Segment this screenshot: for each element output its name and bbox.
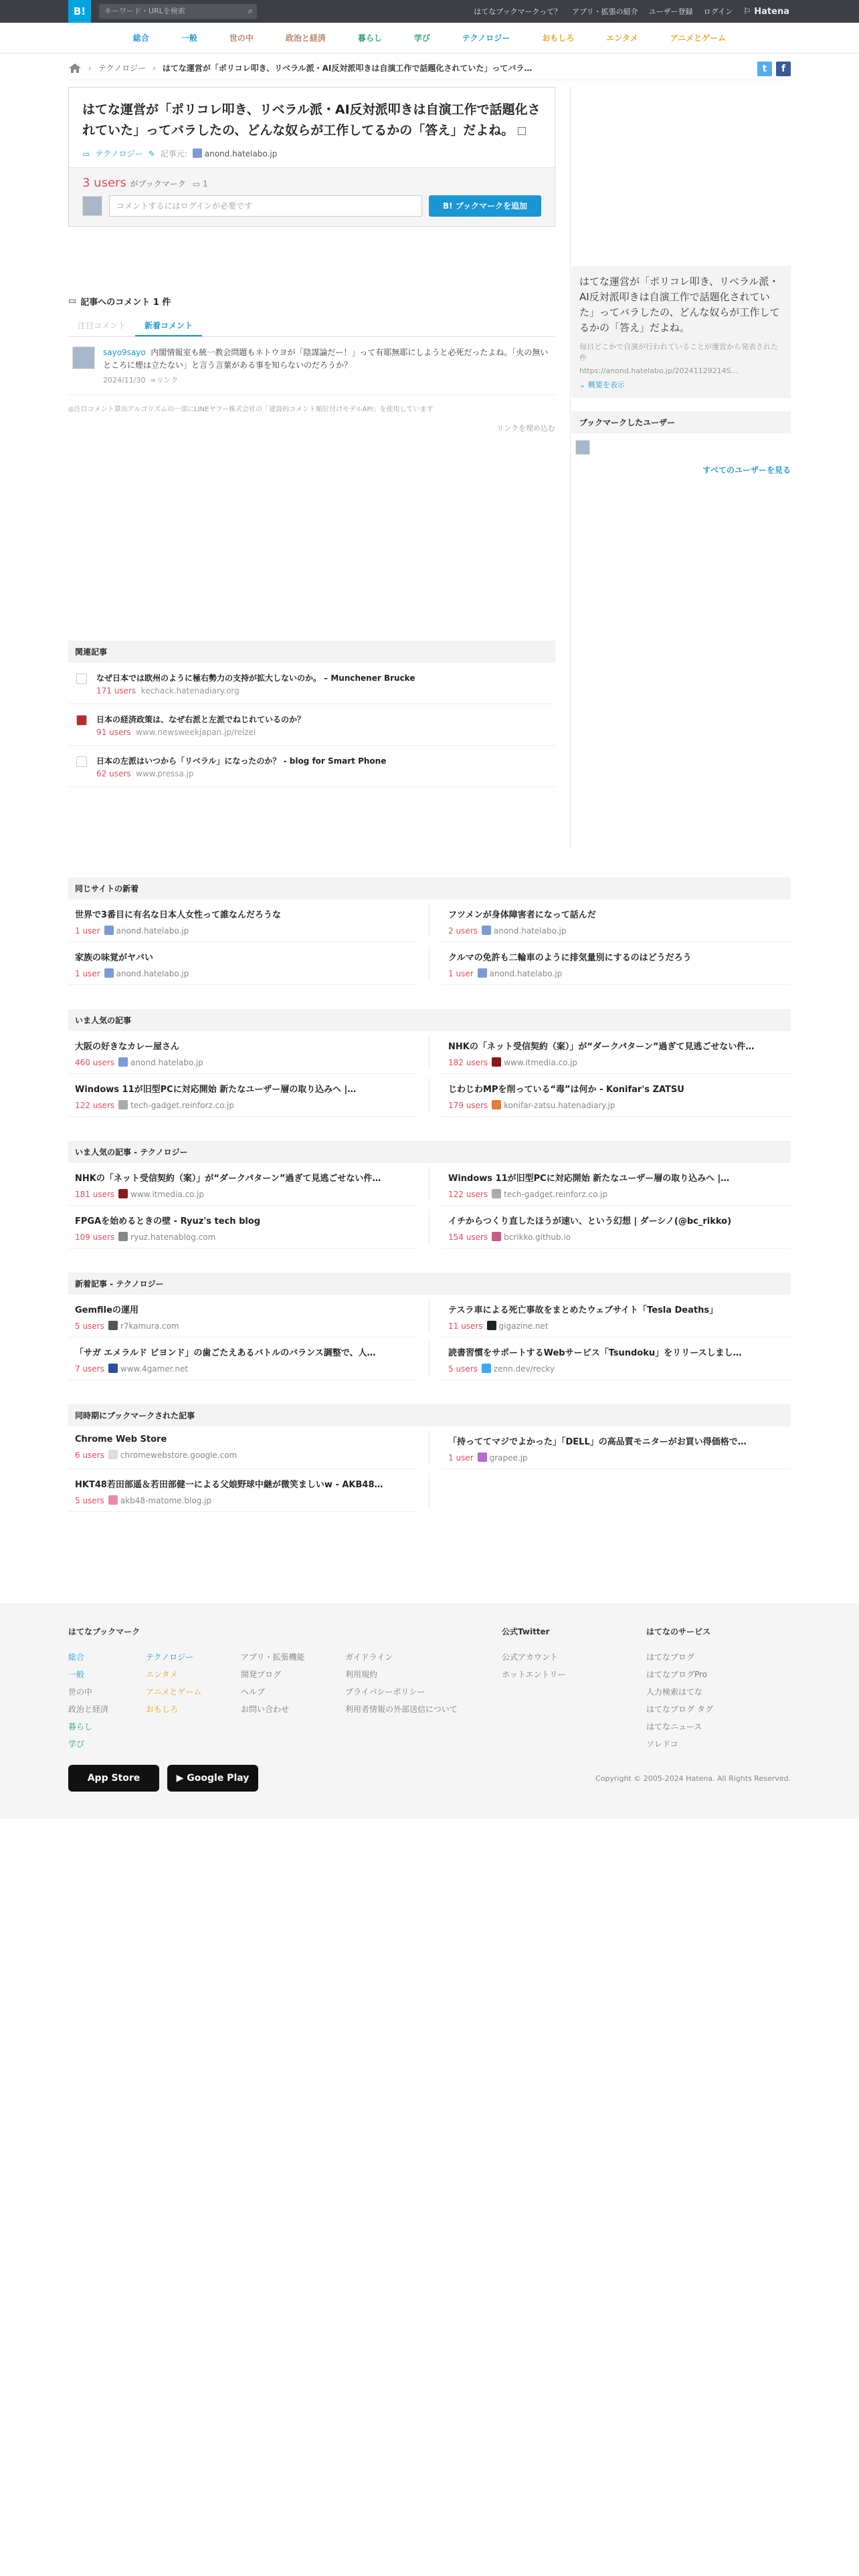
category-tab[interactable]: 世の中 [229,33,254,43]
footer-app-links [241,1648,305,1718]
summary-url[interactable]: https://anond.hatelabo.jp/20241129214S… [579,366,739,375]
category-tab[interactable]: 暮らし [357,33,382,43]
bookmark-count[interactable]: 91 users [96,728,131,737]
bookmark-count[interactable]: 62 users [96,769,131,778]
category-tab[interactable]: 政治と経済 [285,33,326,43]
external-link-icon[interactable] [518,127,526,135]
entry-item[interactable] [68,1031,417,1074]
entry-item[interactable] [442,942,791,985]
bookmark-count[interactable]: 1 user [75,969,100,978]
category-tab[interactable]: アニメとゲーム [670,33,727,43]
site-favicon [478,968,487,978]
entry-item[interactable] [68,1337,417,1380]
related-site[interactable]: kechack.hatenadiary.org [140,686,240,695]
main-column [68,87,555,787]
entry-title[interactable]: イチからつくり直したほうが速い、という幻想 | ダーシノ(@bc_rikko) [448,1216,732,1226]
site-favicon [487,1321,496,1330]
entry-item[interactable] [442,1295,791,1337]
bookmark-bar [69,167,555,226]
entry-site-link[interactable]: anond.hatelabo.jp [193,148,278,158]
footer-link[interactable]: ヘルプ [241,1687,266,1697]
entry-title[interactable]: HKT48若田部遥＆若田部健一による父娘野球中継が微笑ましいw - AKB48… [75,1480,383,1490]
entry-title[interactable]: Windows 11が旧型PCに対応開始 新たなユーザー層の取り込みへ |… [75,1085,357,1095]
comment-icon: ▭ [82,148,90,158]
related-site[interactable]: www.newsweekjapan.jp/reizei [136,728,256,737]
header-links [474,0,789,23]
entry-title[interactable]: Windows 11が旧型PCに対応開始 新たなユーザー層の取り込みへ |… [448,1174,730,1184]
footer-categories-a [68,1648,108,1753]
related-item[interactable] [68,746,555,787]
entry-title[interactable]: 家族の味覚がヤバい [75,953,154,963]
hatebu-logo[interactable]: B! [68,0,91,23]
related-title[interactable]: 日本の経済政策は、なぜ右派と左派でねじれているのか？ [96,715,306,724]
google-play-badge[interactable]: ▶ Google Play [167,1765,258,1792]
tab-popular[interactable]: 注目コメント [78,321,126,330]
comment-link[interactable]: リンク [156,376,179,385]
site-favicon [108,1321,118,1330]
user-avatar [82,196,102,216]
algorithm-note: ◎注目コメント算出アルゴリズムの一部にLINEヤフー株式会社の「建設的コメント順位付けモデルAPI」を使用しています [68,406,434,413]
category-tab[interactable]: エンタメ [606,33,638,43]
site-favicon [193,148,202,158]
entry-title[interactable]: Chrome Web Store [75,1434,167,1444]
entry-site[interactable]: www.4gamer.net [120,1364,189,1374]
all-users-link[interactable]: すべてのユーザーを見る [702,465,791,475]
footer-services-col [646,1626,710,1649]
services-title: はてなのサービス [646,1627,711,1636]
tab-new[interactable]: 新着コメント [135,316,202,336]
site-favicon [104,968,114,978]
bookmark-count[interactable]: 5 users [75,1321,104,1331]
site-favicon [482,1364,491,1373]
footer-twitter-col [502,1626,550,1649]
entry-site[interactable]: www.itmedia.co.jp [504,1058,578,1067]
chevron-down-icon: ⌄ [579,381,586,389]
entry-site[interactable]: anond.hatelabo.jp [489,969,563,978]
entry-site[interactable]: www.itmedia.co.jp [130,1190,205,1199]
entry-site[interactable]: ryuz.hatenablog.com [130,1232,216,1242]
entry-site[interactable]: zenn.dev/recky [493,1364,555,1374]
site-favicon [118,1232,128,1241]
summary-desc: 毎日どこかで自演が行われていることが運営から発表された件 [579,342,778,362]
entry-site[interactable]: grapee.jp [489,1453,528,1463]
footer-link[interactable]: エンタメ [146,1670,178,1679]
entry-site[interactable]: anond.hatelabo.jp [493,926,567,936]
comment-date[interactable]: 2024/11/30 [103,376,146,385]
bookmark-count[interactable]: 3 users がブックマーク [82,176,186,190]
footer-link[interactable]: 総合 [68,1652,85,1662]
entry-item[interactable] [68,1206,417,1249]
section-title: いま人気の記事 [68,1009,791,1031]
commenter-name[interactable]: sayo9sayo [103,348,146,357]
search-placeholder: キーワード・URLを検索 [104,7,185,15]
related-section [68,641,555,787]
entry-item[interactable] [442,1074,791,1117]
footer-twitter-links [502,1648,566,1683]
bookmarked-users-title: ブックマークしたユーザー [571,411,791,433]
speech-bubble-icon: ▭ [192,179,201,189]
show-summary-button[interactable]: ⌄ 概要を表示 [579,381,625,389]
footer-link[interactable]: ホットエントリー [502,1670,566,1679]
footer-link[interactable]: プライバシーポリシー [345,1687,425,1697]
entry-site[interactable]: anond.hatelabo.jp [116,926,189,936]
entry-meta [82,148,541,159]
bookmark-count[interactable]: 5 users [448,1364,478,1374]
related-site[interactable]: www.pressa.jp [136,769,194,778]
comment-count: ▭ 1 [192,179,208,189]
chevron-right-icon: › [153,63,156,73]
lower-sections [68,877,791,1536]
breadcrumb-category[interactable]: テクノロジー [98,64,147,73]
site-favicon [118,1057,128,1067]
site-favicon [478,1453,487,1462]
entry-site[interactable]: anond.hatelabo.jp [116,969,189,978]
entry-item[interactable] [68,1074,417,1117]
bookmark-count[interactable]: 6 users [75,1451,104,1460]
comments-title: ▭ 記事へのコメント 1 件 [68,296,171,308]
footer-link[interactable]: ソレドコ [646,1739,678,1749]
comments-section [68,295,555,433]
link-icon: ∞ [150,376,157,385]
entry-item[interactable] [68,1295,417,1337]
footer-link[interactable]: 人力検索はてな [646,1687,703,1697]
footer-link[interactable]: 利用規約 [345,1670,378,1679]
entry-section [68,1009,791,1117]
site-favicon [482,926,491,935]
sidebar [571,87,791,475]
footer-link[interactable]: 開発ブログ [241,1670,282,1679]
footer-link[interactable]: 政治と経済 [68,1705,109,1714]
source-label: 記事元: [160,149,187,158]
footer-policy-links [345,1648,458,1718]
site-favicon [76,756,87,767]
about-link[interactable]: はてなブックマークって？ [474,7,562,16]
entry-section [68,1141,791,1249]
entry-section [68,877,791,985]
entry-item[interactable] [442,1337,791,1380]
entry-item[interactable] [442,1426,791,1469]
category-tab[interactable]: おもしろ [542,33,575,43]
entry-item[interactable] [442,1031,791,1074]
footer-link[interactable]: テクノロジー [146,1652,194,1662]
entry-title[interactable]: NHKの「ネット受信契約（案）」が“ダークパターン”過ぎて見逃ごせない件… [75,1174,381,1184]
bookmark-count[interactable]: 11 users [448,1321,483,1331]
related-title[interactable]: 日本の左派はいつから「リベラル」になったのか？ - blog for Smart Phone [96,756,387,766]
entry-item[interactable] [442,1206,791,1249]
footer-link[interactable]: アニメとゲーム [146,1687,202,1697]
bookmark-count[interactable]: 122 users [75,1101,115,1110]
twitter-title: 公式Twitter [502,1627,550,1636]
footer-link[interactable]: はてなニュース [646,1722,702,1731]
entry-site[interactable]: tech-gadget.reinforz.co.jp [130,1101,234,1110]
entry-site[interactable]: tech-gadget.reinforz.co.jp [504,1190,607,1199]
entry-site[interactable]: bcrikko.github.io [504,1232,571,1242]
global-header [0,0,859,23]
search-input[interactable] [99,4,257,19]
entry-site[interactable]: konifar-zatsu.hatenadiary.jp [504,1101,615,1110]
entry-item[interactable] [68,899,417,942]
entry-title[interactable]: じわじわMPを削っている“毒”は何か - Konifar's ZATSU [448,1085,684,1095]
site-favicon [108,1450,118,1459]
entry-item[interactable] [68,942,417,985]
related-title: 関連記事 [68,641,555,663]
home-icon[interactable] [68,63,82,74]
site-favicon [76,715,87,726]
comment-input[interactable]: コメントするにはログインが必要です [109,195,422,217]
entry-site[interactable]: r7kamura.com [120,1321,179,1331]
entry-section [68,1273,791,1380]
comment-item [68,337,555,395]
footer-link[interactable]: アプリ・拡張機能 [241,1652,305,1662]
entry-title[interactable]: FPGAを始めるときの壁 - Ryuz's tech blog [75,1216,261,1226]
footer-link[interactable]: 一般 [68,1670,85,1679]
site-favicon [492,1232,501,1241]
comment-text: 内閣情報室も統一教会問題もネトウヨが「陰謀論だー！」って有耶無耶にしようと必死だったよね。「火の無いところに煙は立たない」と言う言葉がある事を知らないのだろうか？ [103,348,549,370]
bookmark-count[interactable]: 1 user [448,969,474,978]
entry-site[interactable]: chromewebstore.google.com [120,1451,237,1460]
site-favicon [108,1495,118,1505]
search-icon[interactable]: ⌕ [248,6,253,16]
site-favicon [492,1057,501,1067]
site-favicon [492,1189,501,1198]
footer-link[interactable]: ガイドライン [345,1652,393,1662]
footer-link[interactable]: 学び [68,1739,85,1749]
related-item[interactable] [68,704,555,746]
breadcrumb-current: はてな運営が「ポリコレ叩き、リベラル派・AI反対派叩きは自演工作で話題化されていた」ってバラ… [162,64,533,73]
bookmark-count[interactable]: 122 users [448,1190,488,1199]
bookmark-count[interactable]: 181 users [75,1190,115,1199]
category-tab[interactable]: 学び [413,33,430,43]
footer-link[interactable]: はてなブログPro [646,1670,708,1679]
section-title: 同じサイトの新着 [68,877,791,899]
login-link[interactable]: ログイン [703,7,733,16]
play-icon: ▶ [176,1773,184,1784]
footer-link[interactable]: おもしろ [146,1705,179,1714]
bookmark-count[interactable]: 1 user [75,926,100,936]
hatena-brand-link[interactable] [743,7,789,17]
entry-title[interactable]: クルマの免許も二輪車のように排気量別にするのはどうだろう [448,953,692,963]
bookmark-count[interactable]: 171 users [96,686,136,695]
share-buttons [757,62,791,76]
category-tab[interactable]: 一般 [181,33,197,43]
entry-card [68,87,555,227]
comment-tabs [68,316,555,337]
footer-services-links [646,1648,713,1753]
entry-title[interactable]: 「持っててマジでよかった」「DELL」の高品質モニターがお買い得価格で… [448,1437,747,1447]
entry-title[interactable]: 世界で3番目に有名な日本人女性って誰なんだろうな [75,910,282,920]
apps-link[interactable]: アプリ・拡張の紹介 [572,7,638,16]
footer-link[interactable]: お問い合わせ [241,1705,290,1714]
category-tab[interactable]: 総合 [132,33,149,43]
copyright: Copyright © 2005-2024 Hatena. All Rights Reserved. [595,1774,791,1783]
entry-item[interactable] [442,899,791,942]
embed-link[interactable]: リンクを埋め込む [496,424,555,433]
entry-item[interactable] [68,1163,417,1206]
category-nav [0,23,859,53]
bookmark-count[interactable]: 7 users [75,1364,104,1374]
site-favicon [104,926,114,935]
footer-link[interactable]: はてなブログ タグ [646,1705,713,1714]
footer [0,1604,859,1819]
entry-item[interactable] [442,1163,791,1206]
bookmark-count[interactable]: 154 users [448,1232,488,1242]
bookmarked-users [571,433,791,461]
entry-title[interactable]: フツメンが身体障害者になって話んだ [448,910,596,920]
hatena-icon: ⚐ [743,6,751,17]
entry-title[interactable]: NHKの「ネット受信契約（案）」が“ダークパターン”過ぎて見逃ごせない件… [448,1042,755,1052]
section-title: 同時期にブックマークされた記事 [68,1404,791,1426]
entry-title[interactable]: Gemfileの運用 [75,1305,138,1315]
bookmark-count[interactable]: 460 users [75,1058,115,1067]
entry-site[interactable]: akb48-matome.blog.jp [120,1496,212,1505]
entry-category[interactable]: テクノロジー [95,149,143,158]
edit-icon: ✎ [148,148,155,158]
footer-link[interactable]: 暮らし [68,1722,93,1731]
site-favicon [118,1100,128,1109]
bookmark-count[interactable]: 179 users [448,1101,488,1110]
bookmark-count[interactable]: 109 users [75,1232,115,1242]
entry-title[interactable]: 「サガ エメラルド ビヨンド」の歯ごたえあるバトルのバランス調整で、人… [75,1348,376,1358]
section-title: いま人気の記事 - テクノロジー [68,1141,791,1163]
related-item[interactable] [68,663,555,704]
facebook-icon[interactable]: f [776,62,791,76]
bookmark-count[interactable]: 1 user [448,1453,474,1463]
entry-item[interactable] [68,1426,417,1469]
entry-site[interactable]: gigazine.net [498,1321,549,1331]
footer-link[interactable]: 利用者情報の外部送信について [345,1705,458,1714]
footer-link[interactable]: はてなブログ [646,1652,695,1662]
footer-link[interactable]: 世の中 [68,1687,93,1697]
user-avatar[interactable] [575,440,590,455]
entry-item[interactable] [68,1469,417,1512]
entry-site[interactable]: anond.hatelabo.jp [130,1058,203,1067]
category-tab[interactable]: テクノロジー [462,33,510,43]
bookmark-count[interactable]: 2 users [448,926,478,936]
site-favicon [108,1364,118,1373]
footer-bookmark-col [68,1626,140,1649]
entry-section [68,1404,791,1512]
bookmark-count[interactable]: 5 users [75,1496,104,1505]
entry-title[interactable]: はてな運営が「ポリコレ叩き、リベラル派・AI反対派叩きは自演工作で話題化されていた」ってバラしたの、どんな奴らが工作してるかの「答え」だよね。 [82,102,541,138]
footer-title: はてなブックマーク [68,1627,140,1636]
bookmark-count[interactable]: 182 users [448,1058,488,1067]
signup-link[interactable]: ユーザー登録 [648,7,693,16]
site-favicon [118,1189,128,1198]
commenter-avatar[interactable] [72,346,95,369]
twitter-icon[interactable]: t [757,62,772,76]
summary-card [571,266,791,398]
speech-bubble-icon: ▭ [68,296,77,306]
hatena-brand: Hatena [754,6,789,17]
site-favicon [76,673,87,684]
add-bookmark-button[interactable]: B! ブックマークを追加 [429,195,541,217]
app-store-badge[interactable]: App Store [68,1765,159,1792]
site-favicon [492,1100,501,1109]
entry-title[interactable]: 読書習慣をサポートするWebサービス「Tsundoku」をリリースしまし… [448,1348,742,1358]
related-title[interactable]: なぜ日本では欧州のように極右勢力の支持が拡大しないのか。 – Munchener Brucke [96,673,415,683]
column-divider [570,87,571,849]
entry-title[interactable]: テスラ車による死亡事故をまとめたウェブサイト「Tesla Deaths」 [448,1305,719,1315]
summary-title: はてな運営が「ポリコレ叩き、リベラル派・AI反対派叩きは自演工作で話題化されていた」ってバラしたの、どんな奴らが工作してるかの「答え」だよね。 [579,276,780,334]
breadcrumb [68,56,791,80]
section-title: 新着記事 - テクノロジー [68,1273,791,1295]
entry-title[interactable]: 大阪の好きなカレー屋さん [75,1042,180,1052]
footer-link[interactable]: 公式アカウント [502,1652,558,1662]
chevron-right-icon: › [88,63,92,73]
footer-categories-b [146,1648,201,1718]
